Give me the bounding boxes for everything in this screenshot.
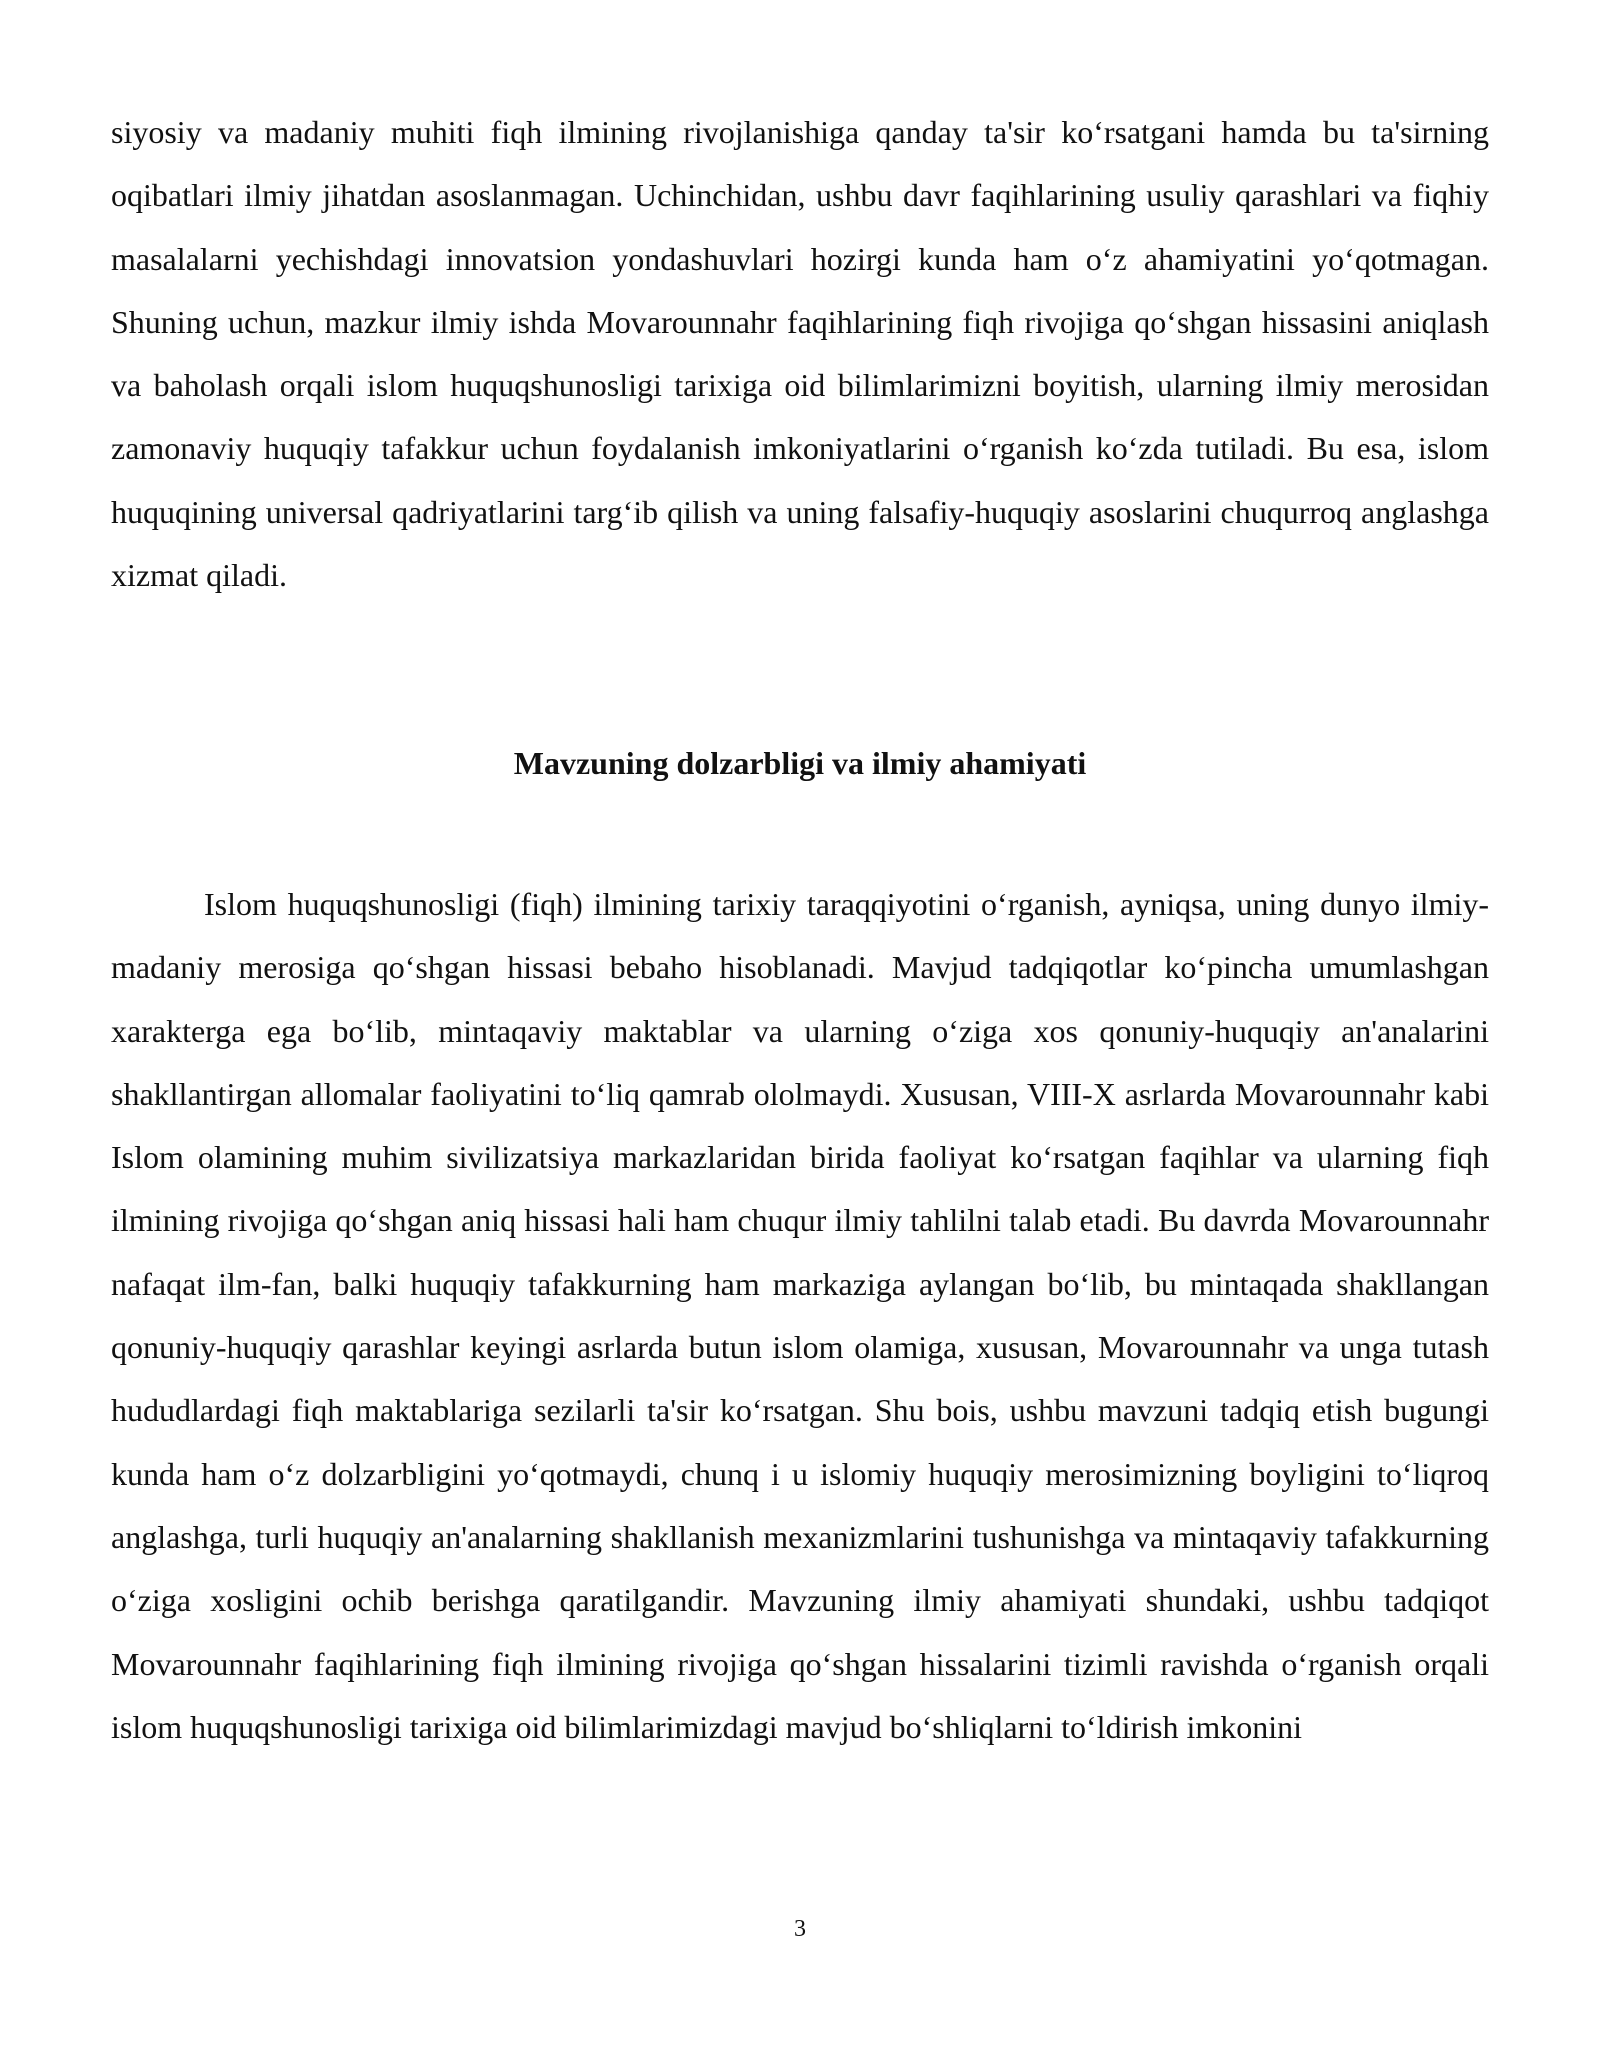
page-number: 3 bbox=[794, 1916, 806, 1942]
paragraph-relevance: Islom huquqshunosligi (fiqh) ilmining tarixiy taraqqiyotini o‘rganish, ayniqsa, uning dunyo ilmiy-madaniy merosiga qo‘shgan hissasi bebaho hisoblanadi. Mavjud tadqiqotlar ko‘pincha umumlashgan xarakterga ega bo‘lib, mintaqaviy maktablar va ularning o‘ziga xos qonuniy-huquqiy an'analarini shakllantirgan allomalar faoliyatini to‘liq qamrab ololmaydi. Xususan, VIII-X asrlarda Movarounnahr kabi Islom olamining muhim sivilizatsiya markazlaridan birida faoliyat ko‘rsatgan faqihlar va ularning fiqh ilmining rivojiga qo‘shgan aniq hissasi hali ham chuqur ilmiy tahlilni talab etadi. Bu davrda Movarounnahr nafaqat ilm-fan, balki huquqiy tafakkurning ham markaziga aylangan bo‘lib, bu mintaqada shakllangan qonuniy-huquqiy qarashlar keyingi asrlarda butun islom olamiga, xususan, Movarounnahr va unga tutash hududlardagi fiqh maktablariga sezilarli ta'sir ko‘rsatgan. Shu bois, ushbu mavzuni tadqiq etish bugungi kunda ham o‘z dolzarbligini yo‘qotmaydi, chunq i u islomiy huquqiy merosimizning boyligini to‘liqroq anglashga, turli huquqiy an'analarning shakllanish mexanizmlarini tushunishga va mintaqaviy tafakkurning o‘ziga xosligini ochib berishga qaratilgandir. Mavzuning ilmiy ahamiyati shundaki, ushbu tadqiqot Movarounnahr faqihlarining fiqh ilmining rivojiga qo‘shgan hissalarini tizimli ravishda o‘rganish orqali islom huquqshunosligi tarixiga oid bilimlarimizdagi mavjud bo‘shliqlarni to‘ldirish imkonini bbox=[111, 886, 1489, 1745]
section-heading: Mavzuning dolzarbligi va ilmiy ahamiyati bbox=[513, 745, 1087, 781]
paragraph-continuation: siyosiy va madaniy muhiti fiqh ilmining rivojlanishiga qanday ta'sir ko‘rsatgani hamda bu ta'sirning oqibatlari ilmiy jihatdan asoslanmagan. Uchinchidan, ushbu davr faqihlarining usuliy qarashlari va fiqhiy masalalarni yechishdagi innovatsion yondashuvlari hozirgi kunda ham o‘z ahamiyatini yo‘qotmagan. Shuning uchun, mazkur ilmiy ishda Movarounnahr faqihlarining fiqh rivojiga qo‘shgan hissasini aniqlash va baholash orqali islom huquqshunosligi tarixiga oid bilimlarimizni boyitish, ularning ilmiy merosidan zamonaviy huquqiy tafakkur uchun foydalanish imkoniyatlarini o‘rganish ko‘zda tutiladi. Bu esa, islom huquqining universal qadriyatlarini targ‘ib qilish va uning falsafiy-huquqiy asoslarini chuqurroq anglashga xizmat qiladi. bbox=[111, 114, 1489, 594]
